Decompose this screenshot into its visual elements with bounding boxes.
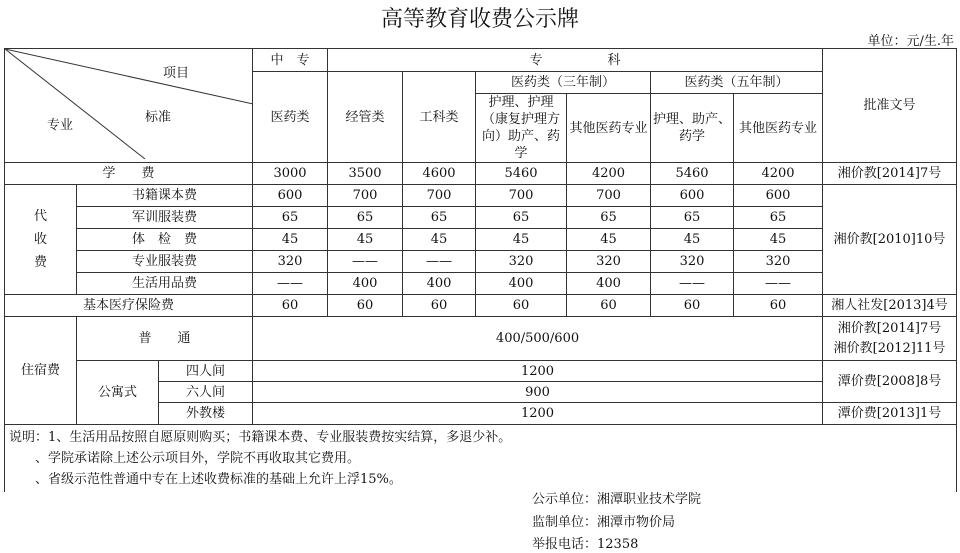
collect-approval: 湘价教[2010]10号 [823, 185, 957, 295]
header-standard: 标准 [145, 110, 172, 125]
cell-value: 700 [567, 185, 651, 207]
cell-value: 45 [734, 229, 823, 251]
header-item: 项目 [163, 66, 190, 81]
tuition-label: 学 费 [5, 163, 253, 185]
cell-value: 65 [734, 207, 823, 229]
header-zhongzhuan: 中 专 [253, 49, 328, 72]
tuition-value: 4200 [734, 163, 823, 185]
note-line: 、学院承诺除上述公示项目外，学院不再收取其它费用。 [9, 451, 361, 466]
table-row [5, 361, 957, 382]
row-label: 军训服装费 [77, 207, 253, 229]
col-nursing-5: 护理、助产、药学 [651, 94, 734, 163]
notes-row [5, 425, 957, 493]
cell-value: 400 [403, 273, 476, 295]
cell-value: 600 [651, 185, 734, 207]
col-yiyao: 医药类 [253, 72, 328, 163]
row-label: 体 检 费 [77, 229, 253, 251]
cell-value: —— [734, 273, 823, 295]
cell-value: 600 [253, 185, 328, 207]
hotline: 举报电话：12358 [532, 537, 639, 552]
tuition-value: 3000 [253, 163, 328, 185]
cell-value: 320 [253, 251, 328, 273]
header-major: 专业 [47, 118, 74, 133]
cell-value: 65 [403, 207, 476, 229]
table-row-tuition [5, 163, 957, 185]
cell-value: 60 [567, 295, 651, 317]
header-zhuanke: 专 科 [328, 49, 823, 72]
publisher: 公示单位：湘潭职业技术学院 [532, 492, 702, 507]
cell-value: 60 [476, 295, 567, 317]
cell-value: 45 [651, 229, 734, 251]
table-row [5, 251, 957, 273]
cell-value: 1200 [253, 403, 823, 425]
note-line: 说明：1、生活用品按照自愿原则购买；书籍课本费、专业服装费按实结算，多退少补。 [9, 430, 512, 445]
page-title: 高等教育收费公示牌 [380, 7, 579, 32]
cell-value: 900 [253, 382, 823, 403]
cell-value: 700 [328, 185, 403, 207]
table-row [5, 185, 957, 207]
col-nursing-3: 护理、护理（康复护理方向）助产、药学 [476, 94, 567, 163]
cell-value: 45 [567, 229, 651, 251]
cell-value: —— [328, 251, 403, 273]
table-row-insurance [5, 295, 957, 317]
table-row [5, 207, 957, 229]
tuition-value: 4600 [403, 163, 476, 185]
cell-value: 400/500/600 [253, 317, 823, 361]
cell-value: 700 [476, 185, 567, 207]
cell-value: 45 [476, 229, 567, 251]
apt-approval: 潭价费[2008]8号 [823, 361, 957, 403]
insurance-approval: 湘人社发[2013]4号 [823, 295, 957, 317]
cell-value: 600 [734, 185, 823, 207]
header-yiyao5: 医药类（五年制） [651, 72, 823, 94]
cell-value: —— [651, 273, 734, 295]
collect-group-label [5, 185, 77, 295]
diagonal-lines [5, 49, 253, 159]
dorm-normal-approval [823, 317, 957, 361]
note-line: 、省级示范性普通中专在上述收费标准的基础上允许上浮15%。 [9, 472, 402, 487]
row-label: 四人间 [159, 361, 253, 382]
header-diagonal-cell [5, 49, 253, 163]
apt-label: 公寓式 [77, 361, 159, 425]
cell-value: 65 [253, 207, 328, 229]
row-label: 基本医疗保险费 [5, 295, 253, 317]
header-yiyao3: 医药类（三年制） [476, 72, 651, 94]
cell-value: 320 [476, 251, 567, 273]
supervisor: 监制单位：湘潭市物价局 [532, 515, 676, 530]
cell-value: 60 [651, 295, 734, 317]
cell-value: 60 [403, 295, 476, 317]
cell-value: 400 [567, 273, 651, 295]
cell-value: 700 [403, 185, 476, 207]
cell-value: 400 [328, 273, 403, 295]
cell-value: 320 [734, 251, 823, 273]
notes-cell [5, 425, 957, 493]
approval-line: 湘价教[2012]11号 [833, 340, 946, 356]
dorm-group-label: 住宿费 [5, 317, 77, 425]
cell-value: —— [403, 251, 476, 273]
tuition-value: 4200 [567, 163, 651, 185]
tuition-value: 5460 [651, 163, 734, 185]
tuition-value: 3500 [328, 163, 403, 185]
row-label: 生活用品费 [77, 273, 253, 295]
cell-value: 45 [403, 229, 476, 251]
cell-value: 65 [328, 207, 403, 229]
table-row [5, 229, 957, 251]
tuition-approval: 湘价教[2014]7号 [823, 163, 957, 185]
cell-value: 65 [476, 207, 567, 229]
row-label: 六人间 [159, 382, 253, 403]
cell-value: 60 [253, 295, 328, 317]
cell-value: 45 [253, 229, 328, 251]
tuition-value: 5460 [476, 163, 567, 185]
table-row [5, 273, 957, 295]
col-gongke: 工科类 [403, 72, 476, 163]
row-label: 书籍课本费 [77, 185, 253, 207]
approval-line: 湘价教[2014]7号 [837, 320, 942, 336]
cell-value: 1200 [253, 361, 823, 382]
col-other-5: 其他医药专业 [734, 94, 823, 163]
cell-value: 400 [476, 273, 567, 295]
foreign-approval: 潭价费[2013]1号 [823, 403, 957, 425]
collect-group-text: 代收费 [33, 209, 47, 270]
fee-table [4, 48, 957, 492]
col-other-3: 其他医药专业 [567, 94, 651, 163]
unit-label: 单位：元/生.年 [867, 34, 954, 49]
row-label: 专业服装费 [77, 251, 253, 273]
row-label: 普 通 [77, 317, 253, 361]
row-label: 外教楼 [159, 403, 253, 425]
cell-value: 60 [734, 295, 823, 317]
cell-value: 320 [567, 251, 651, 273]
cell-value: 65 [567, 207, 651, 229]
cell-value: —— [253, 273, 328, 295]
cell-value: 45 [328, 229, 403, 251]
cell-value: 60 [328, 295, 403, 317]
table-row-dorm-normal [5, 317, 957, 361]
cell-value: 320 [651, 251, 734, 273]
header-approval: 批准文号 [823, 49, 957, 163]
col-jingguan: 经管类 [328, 72, 403, 163]
cell-value: 65 [651, 207, 734, 229]
